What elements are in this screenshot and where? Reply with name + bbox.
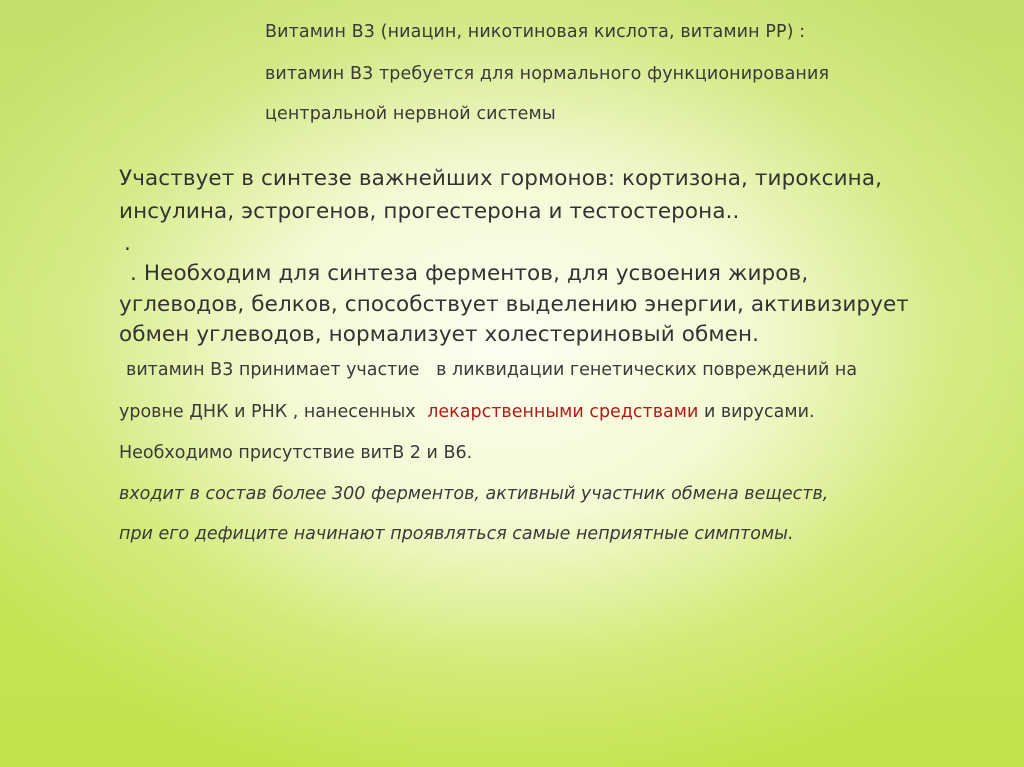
body-line-4: . Необходим для синтеза ферментов, для усвоения жиров, [130, 261, 809, 286]
body-line-2: инсулина, эстрогенов, прогестерона и тестостерона.. [119, 199, 740, 224]
body-line-5: углеводов, белков, способствует выделению энергии, активизирует [119, 292, 909, 317]
italic-line-2: при его дефиците начинают проявляться самые неприятные симптомы. [119, 524, 794, 544]
details-line-3: Необходимо присутствие витВ 2 и В6. [119, 443, 473, 463]
body-line-1: Участвует в синтезе важнейших гормонов: кортизона, тироксина, [119, 166, 883, 191]
body-line-6: обмен углеводов, нормализует холестериновый обмен. [119, 322, 760, 347]
details-line-2-start: уровне ДНК и РНК , нанесенных [119, 402, 416, 422]
body-line-3: . [124, 231, 131, 256]
details-line-2-end: и вирусами. [703, 402, 815, 422]
title-line-1: Витамин В3 (ниацин, никотиновая кислота, витамин PP) : [265, 22, 806, 42]
highlight-text: лекарственными средствами [427, 402, 699, 422]
title-line-2: витамин В3 требуется для нормального функционирования [265, 64, 830, 84]
title-line-3: центральной нервной системы [265, 104, 556, 124]
details-line-2 [119, 402, 815, 422]
italic-line-1: входит в состав более 300 ферментов, активный участник обмена веществ, [119, 484, 829, 504]
details-line-1: витамин В3 принимает участие в ликвидации генетических повреждений на [126, 360, 858, 380]
